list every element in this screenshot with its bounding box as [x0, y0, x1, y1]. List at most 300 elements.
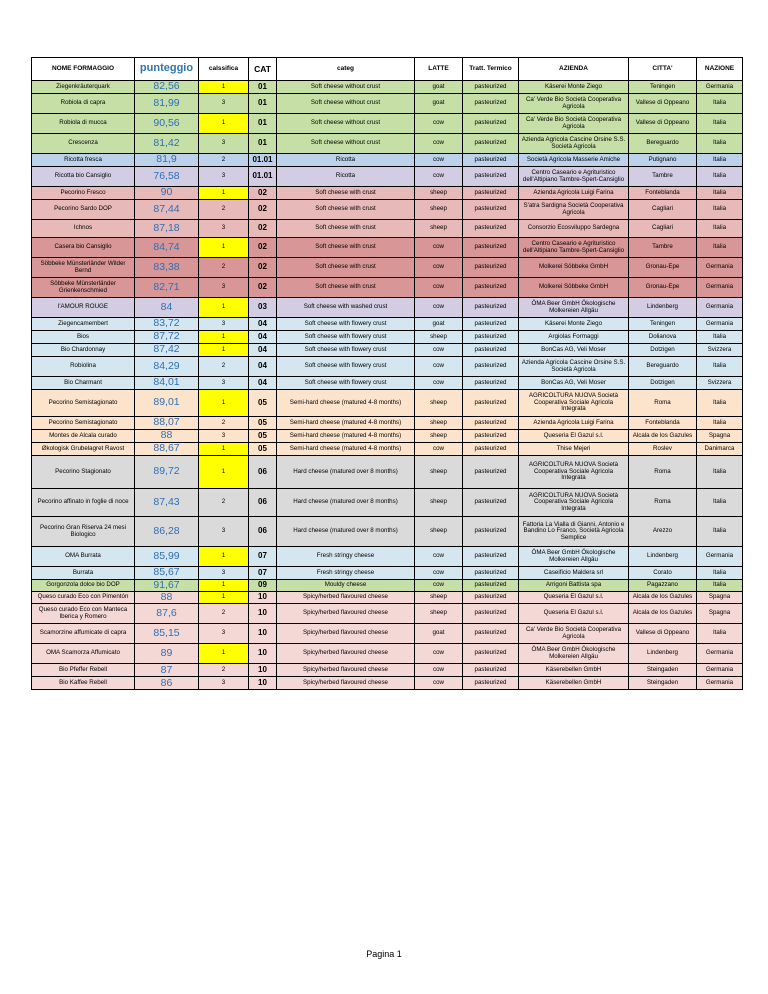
table-row — [32, 318, 743, 331]
cell-country: Italia — [697, 489, 743, 517]
cell-milk: sheep — [415, 390, 463, 417]
cell-cat: 04 — [249, 331, 277, 344]
cell-cat: 10 — [249, 677, 277, 690]
cell-score: 87,6 — [135, 604, 199, 624]
table-row — [32, 134, 743, 154]
cell-treatment: pasteurized — [463, 489, 519, 517]
cell-country: Germania — [697, 298, 743, 318]
cell-country: Italia — [697, 567, 743, 580]
cell-cat: 10 — [249, 604, 277, 624]
cell-milk: goat — [415, 94, 463, 114]
cell-city: Roslev — [629, 443, 697, 456]
cell-country: Svizzera — [697, 377, 743, 390]
cell-categ: Semi-hard cheese (matured 4-8 months) — [277, 430, 415, 443]
cell-company: Centro Caseario e Agrituristico dell'Altipiano Tambre-Spert-Cansiglio — [519, 167, 629, 187]
cell-city: Teningen — [629, 81, 697, 94]
cell-categ: Fresh stringy cheese — [277, 567, 415, 580]
cell-score: 87 — [135, 664, 199, 677]
cell-score: 87,44 — [135, 200, 199, 220]
cell-rank: 1 — [199, 81, 249, 94]
cell-cat: 04 — [249, 344, 277, 357]
cell-score: 83,72 — [135, 318, 199, 331]
cell-score: 90,56 — [135, 114, 199, 134]
cell-rank: 2 — [199, 417, 249, 430]
cell-company: Azienda Agricola Cascine Orsine S.S. Società Agricola — [519, 134, 629, 154]
cell-score: 87,42 — [135, 344, 199, 357]
cell-name: Pecorino Semistagionato — [32, 390, 135, 417]
cell-name: Pecorino Fresco — [32, 187, 135, 200]
table-row — [32, 580, 743, 592]
cell-treatment: pasteurized — [463, 81, 519, 94]
cell-treatment: pasteurized — [463, 344, 519, 357]
cell-categ: Semi-hard cheese (matured 4-8 months) — [277, 417, 415, 430]
cell-company: Queseria El Gazul s.l. — [519, 430, 629, 443]
cell-cat: 01 — [249, 114, 277, 134]
cell-country: Danimarca — [697, 443, 743, 456]
cell-name: Pecorino affinato in foglie di noce — [32, 489, 135, 517]
cell-categ: Soft cheese without crust — [277, 114, 415, 134]
cell-name: Söbbeke Münsterländer Grienkenschmied — [32, 278, 135, 298]
cell-name: l'AMOUR ROUGE — [32, 298, 135, 318]
cell-treatment: pasteurized — [463, 200, 519, 220]
cell-treatment: pasteurized — [463, 134, 519, 154]
cell-company: Molkerei Söbbeke GmbH — [519, 278, 629, 298]
cell-cat: 01 — [249, 81, 277, 94]
cell-name: Bio Pfeffer Rebell — [32, 664, 135, 677]
cell-city: Corato — [629, 567, 697, 580]
cell-city: Dotzigen — [629, 344, 697, 357]
cell-categ: Semi-hard cheese (matured 4-8 months) — [277, 443, 415, 456]
cell-rank: 3 — [199, 278, 249, 298]
cell-treatment: pasteurized — [463, 417, 519, 430]
cell-treatment: pasteurized — [463, 624, 519, 644]
cell-cat: 05 — [249, 430, 277, 443]
table-row — [32, 624, 743, 644]
cell-city: Gronau-Epe — [629, 278, 697, 298]
cell-name: Pecorino Stagionato — [32, 456, 135, 489]
cell-city: Alcala de los Gazules — [629, 430, 697, 443]
table-row — [32, 238, 743, 258]
cell-cat: 01 — [249, 94, 277, 114]
cell-categ: Soft cheese without crust — [277, 81, 415, 94]
cell-categ: Hard cheese (matured over 8 months) — [277, 489, 415, 517]
cell-name: Scamorzine affumicate di capra — [32, 624, 135, 644]
cell-company: AGRICOLTURA NUOVA Società Cooperativa Sociale Agricola Integrata — [519, 456, 629, 489]
cell-country: Italia — [697, 220, 743, 238]
cell-categ: Fresh stringy cheese — [277, 547, 415, 567]
cell-company: Queseria El Gazul s.l. — [519, 592, 629, 604]
header-row — [32, 58, 743, 81]
cell-categ: Soft cheese with washed crust — [277, 298, 415, 318]
cell-city: Arezzo — [629, 517, 697, 547]
cell-country: Italia — [697, 624, 743, 644]
cell-company: Azienda Agricola Cascine Orsine S.S. Società Agricola — [519, 357, 629, 377]
cell-score: 85,99 — [135, 547, 199, 567]
cell-city: Vallese di Oppeano — [629, 114, 697, 134]
cell-rank: 2 — [199, 200, 249, 220]
cell-city: Lindenberg — [629, 644, 697, 664]
cell-company: Fattoria La Vialla di Gianni, Antonio e Bandino Lo Franco, Società Agricola Semplice — [519, 517, 629, 547]
cell-city: Fonteblanda — [629, 417, 697, 430]
cell-rank: 1 — [199, 238, 249, 258]
cell-name: Montes de Alcala curado — [32, 430, 135, 443]
table-row — [32, 430, 743, 443]
cell-city: Tambre — [629, 167, 697, 187]
cell-treatment: pasteurized — [463, 567, 519, 580]
cell-country: Italia — [697, 167, 743, 187]
cell-company: Argiolas Formaggi — [519, 331, 629, 344]
cell-country: Italia — [697, 114, 743, 134]
cell-cat: 10 — [249, 664, 277, 677]
cell-milk: cow — [415, 567, 463, 580]
cell-rank: 1 — [199, 187, 249, 200]
cell-cat: 02 — [249, 187, 277, 200]
cell-cat: 04 — [249, 357, 277, 377]
cell-rank: 3 — [199, 94, 249, 114]
cell-rank: 3 — [199, 377, 249, 390]
header-score: punteggio — [135, 58, 199, 81]
cell-city: Pagazzano — [629, 580, 697, 592]
cell-country: Germania — [697, 318, 743, 331]
cell-score: 87,18 — [135, 220, 199, 238]
cell-categ: Soft cheese without crust — [277, 94, 415, 114]
cell-milk: cow — [415, 258, 463, 278]
cell-categ: Ricotta — [277, 154, 415, 167]
cell-name: Bios — [32, 331, 135, 344]
cell-milk: cow — [415, 114, 463, 134]
cell-company: Käserei Monte Ziego — [519, 81, 629, 94]
cell-city: Steingaden — [629, 664, 697, 677]
cell-score: 84,74 — [135, 238, 199, 258]
cell-treatment: pasteurized — [463, 677, 519, 690]
cell-name: Bio Charmant — [32, 377, 135, 390]
cell-milk: sheep — [415, 592, 463, 604]
cell-score: 87,43 — [135, 489, 199, 517]
cell-name: Ziegencamembert — [32, 318, 135, 331]
table-row — [32, 456, 743, 489]
cell-cat: 01.01 — [249, 167, 277, 187]
table-row — [32, 489, 743, 517]
table-row — [32, 604, 743, 624]
cell-name: Crescenza — [32, 134, 135, 154]
cell-name: Ichnos — [32, 220, 135, 238]
cell-name: OMA Scamorza Affumicato — [32, 644, 135, 664]
table-row — [32, 94, 743, 114]
cell-country: Italia — [697, 238, 743, 258]
cell-country: Spagna — [697, 592, 743, 604]
cell-name: Ricotta bio Cansiglio — [32, 167, 135, 187]
cell-score: 89 — [135, 644, 199, 664]
cell-cat: 07 — [249, 547, 277, 567]
cell-company: Käserebellen GmbH — [519, 677, 629, 690]
cell-city: Cagliari — [629, 220, 697, 238]
cell-name: Gorgonzola dolce bio DOP — [32, 580, 135, 592]
cell-cat: 02 — [249, 258, 277, 278]
cell-company: ÖMA Beer GmbH Ökologische Molkereien Allgäu — [519, 298, 629, 318]
cell-cat: 04 — [249, 377, 277, 390]
cell-treatment: pasteurized — [463, 443, 519, 456]
cell-score: 83,38 — [135, 258, 199, 278]
cell-rank: 1 — [199, 344, 249, 357]
table-row — [32, 592, 743, 604]
table-row — [32, 377, 743, 390]
cell-categ: Mouldy cheese — [277, 580, 415, 592]
cell-score: 84 — [135, 298, 199, 318]
table-row — [32, 644, 743, 664]
cell-milk: cow — [415, 580, 463, 592]
cell-name: Bio Chardonnay — [32, 344, 135, 357]
cell-milk: cow — [415, 154, 463, 167]
cell-milk: sheep — [415, 417, 463, 430]
cell-categ: Soft cheese with crust — [277, 220, 415, 238]
cell-country: Italia — [697, 357, 743, 377]
cell-country: Italia — [697, 187, 743, 200]
table-row — [32, 187, 743, 200]
cell-score: 88,07 — [135, 417, 199, 430]
cell-company: ÖMA Beer GmbH Ökologische Molkereien Allgäu — [519, 644, 629, 664]
cell-score: 82,71 — [135, 278, 199, 298]
cell-score: 76,58 — [135, 167, 199, 187]
cell-categ: Soft cheese with crust — [277, 238, 415, 258]
cell-city: Cagliari — [629, 200, 697, 220]
cell-treatment: pasteurized — [463, 664, 519, 677]
cell-city: Alcala de los Gazules — [629, 592, 697, 604]
cell-company: AGRICOLTURA NUOVA Società Cooperativa Sociale Agricola Integrata — [519, 489, 629, 517]
cell-milk: sheep — [415, 220, 463, 238]
cell-treatment: pasteurized — [463, 258, 519, 278]
cell-treatment: pasteurized — [463, 154, 519, 167]
cell-score: 88 — [135, 430, 199, 443]
cell-city: Roma — [629, 390, 697, 417]
cell-treatment: pasteurized — [463, 167, 519, 187]
cell-milk: cow — [415, 443, 463, 456]
cell-country: Germania — [697, 664, 743, 677]
cell-name: Robiola di mucca — [32, 114, 135, 134]
cell-milk: sheep — [415, 604, 463, 624]
cell-categ: Spicy/herbed flavoured cheese — [277, 644, 415, 664]
cell-city: Roma — [629, 456, 697, 489]
cell-score: 89,01 — [135, 390, 199, 417]
table-row — [32, 154, 743, 167]
cell-treatment: pasteurized — [463, 278, 519, 298]
cell-score: 86,28 — [135, 517, 199, 547]
cell-rank: 3 — [199, 220, 249, 238]
cell-cat: 02 — [249, 200, 277, 220]
cell-rank: 2 — [199, 664, 249, 677]
cell-cat: 01.01 — [249, 154, 277, 167]
cell-categ: Soft cheese with crust — [277, 258, 415, 278]
table-row — [32, 443, 743, 456]
cell-name: Queso curado Eco con Manteca Iberica y Romero — [32, 604, 135, 624]
header-categ: categ — [277, 58, 415, 81]
table-row — [32, 547, 743, 567]
cell-city: Bereguardo — [629, 134, 697, 154]
cell-rank: 1 — [199, 443, 249, 456]
cell-rank: 1 — [199, 592, 249, 604]
cell-milk: sheep — [415, 187, 463, 200]
table-row — [32, 298, 743, 318]
cell-city: Alcala de los Gazules — [629, 604, 697, 624]
cell-treatment: pasteurized — [463, 644, 519, 664]
cell-score: 81,9 — [135, 154, 199, 167]
cell-treatment: pasteurized — [463, 547, 519, 567]
cell-cat: 02 — [249, 238, 277, 258]
cell-score: 81,99 — [135, 94, 199, 114]
cell-rank: 3 — [199, 517, 249, 547]
cell-milk: cow — [415, 357, 463, 377]
cell-company: Käserei Monte Ziego — [519, 318, 629, 331]
cell-cat: 10 — [249, 644, 277, 664]
header-milk: LATTE — [415, 58, 463, 81]
cell-name: Pecorino Semistagionato — [32, 417, 135, 430]
cell-categ: Soft cheese with crust — [277, 187, 415, 200]
cell-categ: Spicy/herbed flavoured cheese — [277, 592, 415, 604]
cell-score: 88,67 — [135, 443, 199, 456]
cell-company: Caseificio Maldera srl — [519, 567, 629, 580]
header-company: AZIENDA — [519, 58, 629, 81]
cell-rank: 3 — [199, 567, 249, 580]
cell-city: Fonteblanda — [629, 187, 697, 200]
cell-cat: 05 — [249, 443, 277, 456]
cell-company: S'atra Sardigna Società Cooperativa Agricola — [519, 200, 629, 220]
cell-company: AGRICOLTURA NUOVA Società Cooperativa Sociale Agricola Integrata — [519, 390, 629, 417]
cell-rank: 1 — [199, 580, 249, 592]
cell-treatment: pasteurized — [463, 94, 519, 114]
cell-treatment: pasteurized — [463, 580, 519, 592]
cell-rank: 3 — [199, 677, 249, 690]
cell-milk: cow — [415, 134, 463, 154]
table-body — [32, 81, 743, 690]
cell-country: Italia — [697, 134, 743, 154]
cell-city: Vallese di Oppeano — [629, 94, 697, 114]
cell-company: ÖMA Beer GmbH Ökologische Molkereien Allgäu — [519, 547, 629, 567]
page-number: Pagina 1 — [366, 949, 402, 959]
cell-milk: goat — [415, 318, 463, 331]
cell-cat: 02 — [249, 278, 277, 298]
cell-score: 89,72 — [135, 456, 199, 489]
cell-rank: 3 — [199, 624, 249, 644]
cell-milk: cow — [415, 547, 463, 567]
cell-milk: sheep — [415, 430, 463, 443]
cell-rank: 3 — [199, 167, 249, 187]
cell-cat: 07 — [249, 567, 277, 580]
cell-categ: Soft cheese with crust — [277, 278, 415, 298]
cell-country: Italia — [697, 94, 743, 114]
cell-categ: Soft cheese without crust — [277, 134, 415, 154]
cell-categ: Soft cheese with flowery crust — [277, 344, 415, 357]
cell-rank: 2 — [199, 489, 249, 517]
cell-country: Spagna — [697, 430, 743, 443]
cheese-ranking-table — [31, 57, 743, 690]
header-cat: CAT — [249, 58, 277, 81]
cell-name: Söbbeke Münsterländer Wilder Bernd — [32, 258, 135, 278]
cell-country: Germania — [697, 258, 743, 278]
cell-name: Queso curado Eco con Pimentón — [32, 592, 135, 604]
table-row — [32, 278, 743, 298]
table-row — [32, 81, 743, 94]
cell-rank: 1 — [199, 298, 249, 318]
cell-name: Burrata — [32, 567, 135, 580]
cell-city: Vallese di Oppeano — [629, 624, 697, 644]
cell-treatment: pasteurized — [463, 430, 519, 443]
cell-country: Germania — [697, 644, 743, 664]
header-treatment: Tratt. Termico — [463, 58, 519, 81]
cell-name: Robiola di capra — [32, 94, 135, 114]
cell-treatment: pasteurized — [463, 357, 519, 377]
header-city: CITTA' — [629, 58, 697, 81]
cell-country: Germania — [697, 547, 743, 567]
cell-company: Azienda Agricola Luigi Farina — [519, 187, 629, 200]
cell-categ: Spicy/herbed flavoured cheese — [277, 624, 415, 644]
cell-cat: 06 — [249, 456, 277, 489]
cell-categ: Semi-hard cheese (matured 4-8 months) — [277, 390, 415, 417]
cell-country: Italia — [697, 580, 743, 592]
cell-score: 86 — [135, 677, 199, 690]
cell-cat: 10 — [249, 592, 277, 604]
cell-cat: 06 — [249, 489, 277, 517]
cell-treatment: pasteurized — [463, 298, 519, 318]
cell-country: Germania — [697, 278, 743, 298]
cell-categ: Spicy/herbed flavoured cheese — [277, 604, 415, 624]
table-row — [32, 417, 743, 430]
cell-country: Italia — [697, 456, 743, 489]
cell-cat: 06 — [249, 517, 277, 547]
cell-rank: 3 — [199, 134, 249, 154]
cell-milk: cow — [415, 344, 463, 357]
cell-treatment: pasteurized — [463, 187, 519, 200]
cell-treatment: pasteurized — [463, 456, 519, 489]
table-row — [32, 167, 743, 187]
cell-treatment: pasteurized — [463, 220, 519, 238]
cell-country: Germania — [697, 677, 743, 690]
cell-rank: 1 — [199, 390, 249, 417]
cell-country: Italia — [697, 331, 743, 344]
cell-name: Ziegenkräuterquark — [32, 81, 135, 94]
cell-company: Queseria El Gazul s.l. — [519, 604, 629, 624]
cell-company: Molkerei Söbbeke GmbH — [519, 258, 629, 278]
cell-city: Dotzigen — [629, 377, 697, 390]
cell-score: 84,01 — [135, 377, 199, 390]
cell-name: Økologisk Grubelagret Ravost — [32, 443, 135, 456]
cell-treatment: pasteurized — [463, 390, 519, 417]
table-row — [32, 357, 743, 377]
cell-milk: cow — [415, 238, 463, 258]
table-row — [32, 258, 743, 278]
cell-company: Centro Caseario e Agrituristico dell'Altipiano Tambre-Spert-Cansiglio — [519, 238, 629, 258]
cell-country: Germania — [697, 81, 743, 94]
cell-company: BonCas AG, Veli Moser — [519, 344, 629, 357]
cell-country: Italia — [697, 200, 743, 220]
cell-score: 82,56 — [135, 81, 199, 94]
cell-milk: sheep — [415, 456, 463, 489]
table-row — [32, 220, 743, 238]
cell-cat: 03 — [249, 298, 277, 318]
cell-cat: 02 — [249, 220, 277, 238]
cell-rank: 1 — [199, 644, 249, 664]
cell-company: Ca' Verde Bio Società Cooperativa Agricola — [519, 94, 629, 114]
cell-name: Pecorino Gran Riserva 24 mesi Biologico — [32, 517, 135, 547]
cell-rank: 1 — [199, 114, 249, 134]
cell-milk: cow — [415, 644, 463, 664]
cell-categ: Spicy/herbed flavoured cheese — [277, 664, 415, 677]
table-row — [32, 677, 743, 690]
cell-treatment: pasteurized — [463, 318, 519, 331]
cell-city: Dolianova — [629, 331, 697, 344]
cell-city: Tambre — [629, 238, 697, 258]
cell-treatment: pasteurized — [463, 604, 519, 624]
cell-company: Ca' Verde Bio Società Cooperativa Agricola — [519, 624, 629, 644]
cell-categ: Ricotta — [277, 167, 415, 187]
